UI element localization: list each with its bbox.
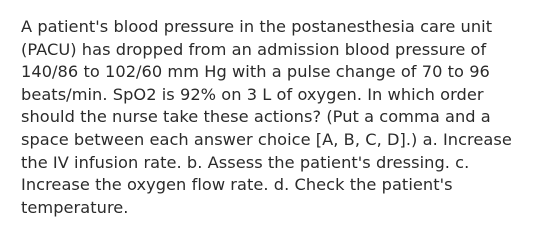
question-text: A patient's blood pressure in the postanesthesia care unit (PACU) has dropped from an admission blood pressure of 140/86 to 102/60 mm Hg with a pulse change of 70 to 96 beats/min. SpO2 is 92% on 3 L of oxygen. In which order should the nurse take these actions? (Put a comma and a space between each answer choice [A, B, C, D].) a. Increase the IV infusion rate. b. Assess the patient's dressing. c. Increase the oxygen flow rate. d. Check the patient's temperature. (21, 17, 512, 217)
